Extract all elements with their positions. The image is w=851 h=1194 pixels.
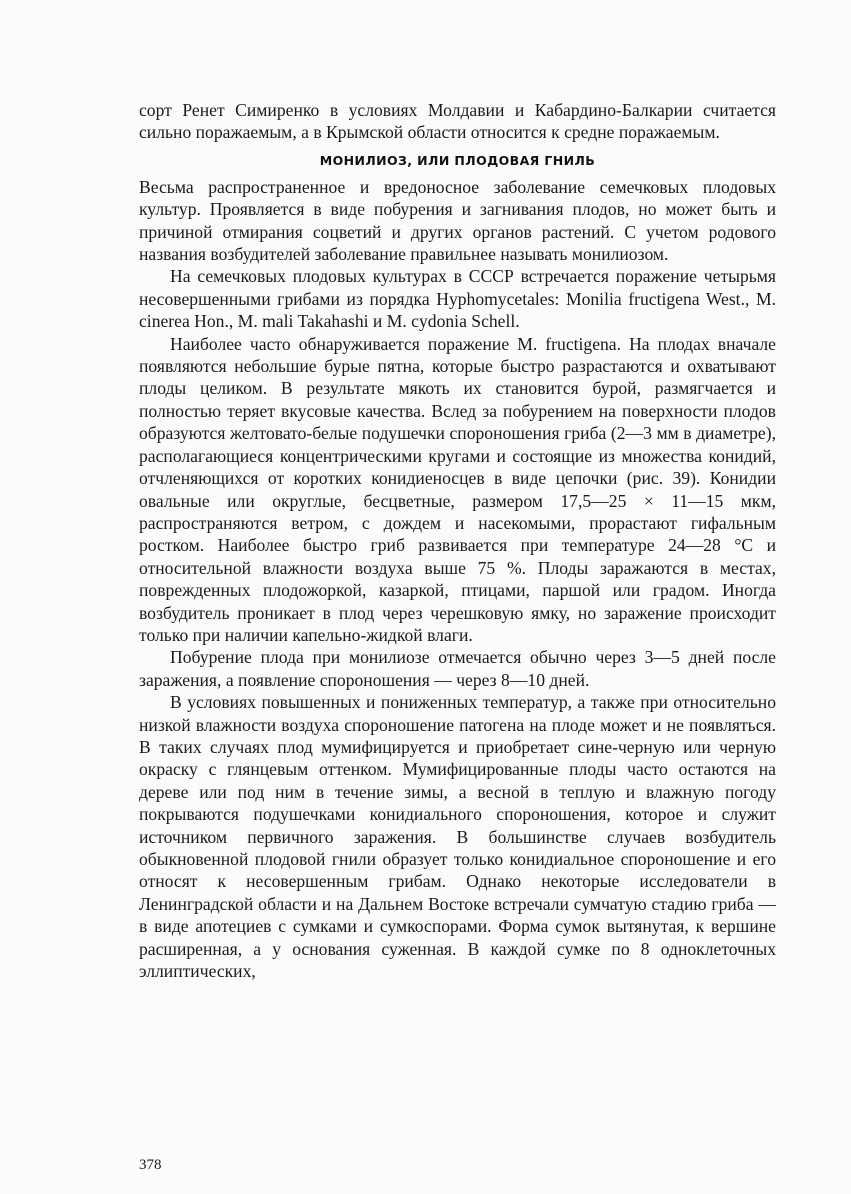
intro-paragraph: сорт Ренет Симиренко в условиях Молдавии и Кабардино-Балкарии считается сильно поражаемым, а в Крымской области относится к средне поражаемым. — [139, 100, 776, 143]
paragraph-mummification: В условиях повышенных и пониженных температур, а также при относительно низкой влажности воздуха спороношение патогена на плоде может и не появляться. В таких случаях плод мумифицируется и приобретает сине-черную или черную окраску с глянцевым оттенком. Мумифицированные плоды часто остаются на дереве или под ним в течение зимы, а весной в теплую и влажную погоду покрываются подушечками конидиального спороношения, которое и служит источником первичного заражения. В большинстве случаев возбудитель обыкновенной плодовой гнили образует только конидиальное спороношение и его относят к несовершенным грибам. Однако некоторые исследователи в Ленинградской области и на Дальнем Востоке встречали сумчатую стадию гриба — в виде апотециев с сумками и сумкоспорами. Форма сумок вытянутая, к вершине расширенная, а у основания суженная. В каждой сумке по 8 одноклеточных эллиптических, — [139, 692, 776, 982]
page-body-text — [139, 99, 776, 982]
page-number: 378 — [139, 1157, 162, 1173]
paragraph-definition: Весьма распространенное и вредоносное заболевание семечковых плодовых культур. Проявляется в виде побурения и загнивания плодов, но может быть и причиной отмирания соцветий и других органов растений. С учетом родового названия возбудителей заболевание правильнее называть монилиозом. — [139, 176, 776, 265]
paragraph-pathogens: На семечковых плодовых культурах в СССР встречается поражение четырьмя несовершенными грибами из порядка Hyphomycetales: Monilia fructigena West., M. cinerea Hon., M. mali Takahashi и M. cydonia Schell. — [139, 266, 776, 332]
section-heading: МОНИЛИОЗ, ИЛИ ПЛОДОВАЯ ГНИЛЬ — [319, 152, 596, 168]
paragraph-timing: Побурение плода при монилиозе отмечается обычно через 3—5 дней после заражения, а появление спороношения — через 8—10 дней. — [139, 647, 776, 690]
paragraph-symptoms: Наиболее часто обнаруживается поражение M. fructigena. На плодах вначале появляются небольшие бурые пятна, которые быстро разрастаются и охватывают плоды целиком. В результате мякоть их становится бурой, размягчается и полностью теряет вкусовые качества. Вслед за побурением на поверхности плодов образуются желтовато-белые подушечки спороношения гриба (2—3 мм в диаметре), располагающиеся концентрическими кругами и состоящие из множества конидий, отчленяющихся от коротких конидиеносцев в виде цепочки (рис. 39). Конидии овальные или округлые, бесцветные, размером 17,5—25 × 11—15 мкм, распространяются ветром, с дождем и насекомыми, прорастают гифальным ростком. Наиболее быстро гриб развивается при температуре 24—28 °С и относительной влажности воздуха выше 75 %. Плоды заражаются в местах, поврежденных плодожоркой, казаркой, птицами, паршой или градом. Иногда возбудитель проникает в плод через черешковую ямку, но заражение происходит только при наличии капельно-жидкой влаги. — [139, 333, 776, 645]
